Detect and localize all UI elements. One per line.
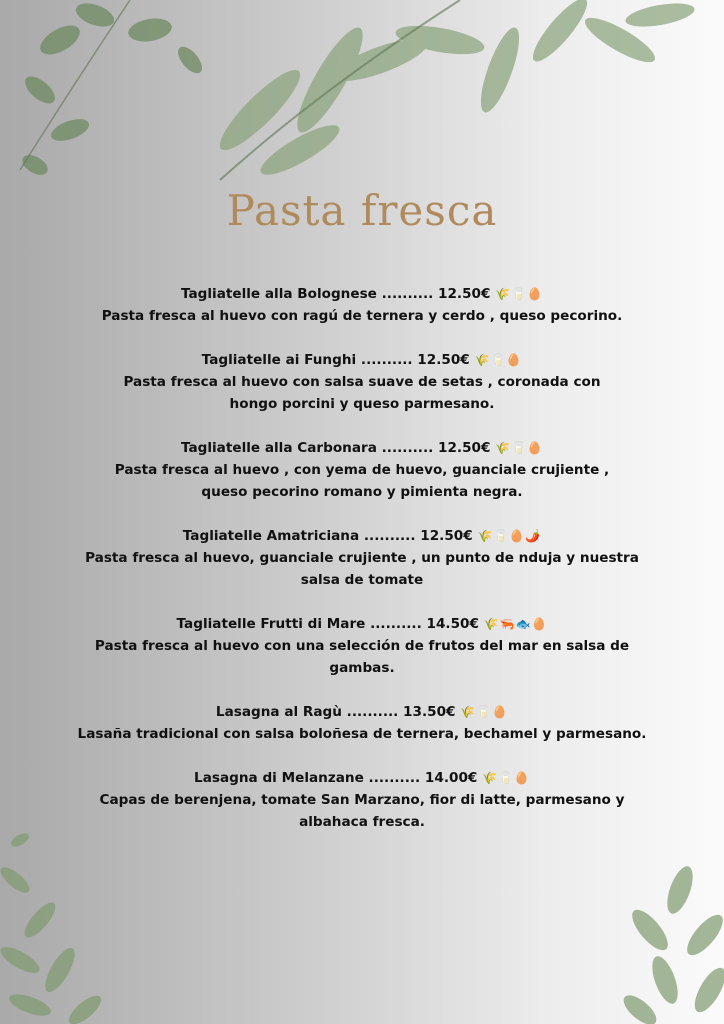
dish-name: Tagliatelle ai Funghi xyxy=(201,352,357,368)
menu-item xyxy=(50,437,674,503)
dish-name: Tagliatelle alla Bolognese xyxy=(180,286,377,302)
dish-dots: .......... xyxy=(370,616,422,632)
leaves-decoration-top xyxy=(0,0,724,200)
dish-price: 14.00€ xyxy=(424,770,478,786)
dish-dots: .......... xyxy=(381,286,434,302)
dish-description: Pasta fresca al huevo con ragú de ternera y cerdo , queso pecorino. xyxy=(101,308,623,324)
dish-dots: .......... xyxy=(346,704,399,720)
dish-dots: .......... xyxy=(363,528,416,544)
allergen-icons: 🌾🥛🥚 xyxy=(482,771,530,785)
dish-description: Pasta fresca al huevo con una selección de frutos del mar en salsa de gambas. xyxy=(94,638,630,676)
dish-description: Pasta fresca al huevo, guanciale crujiente , un punto de nduja y nuestra salsa de tomate xyxy=(85,550,639,588)
menu-item xyxy=(50,525,674,591)
page-title: Pasta fresca xyxy=(226,186,498,235)
dish-name: Tagliatelle Amatriciana xyxy=(182,528,360,544)
dish-description: Pasta fresca al huevo , con yema de huevo, guanciale crujiente , queso pecorino romano y pimienta negra. xyxy=(114,462,610,500)
menu-list xyxy=(50,283,674,855)
dish-dots: .......... xyxy=(381,440,434,456)
dish-price: 13.50€ xyxy=(403,704,456,720)
dish-price: 12.50€ xyxy=(417,352,470,368)
dish-name: Tagliatelle alla Carbonara xyxy=(180,440,377,456)
dish-dots: .......... xyxy=(368,770,421,786)
dish-name: Tagliatelle Frutti di Mare xyxy=(176,616,366,632)
dish-price: 12.50€ xyxy=(438,440,491,456)
menu-item xyxy=(50,613,674,679)
dish-name: Lasagna di Melanzane xyxy=(194,770,364,786)
dish-description: Pasta fresca al huevo con salsa suave de setas , coronada con hongo porcini y queso parmesano. xyxy=(123,374,601,412)
allergen-icons: 🌾🦐🐟🥚 xyxy=(483,617,548,631)
dish-dots: .......... xyxy=(360,352,413,368)
allergen-icons: 🌾🥛🥚🌶️ xyxy=(477,529,542,543)
dish-description: Lasaña tradicional con salsa boloñesa de ternera, bechamel y parmesano. xyxy=(77,726,647,742)
allergen-icons: 🌾🥛🥚 xyxy=(460,705,509,719)
menu-item xyxy=(50,767,674,833)
dish-description: Capas de berenjena, tomate San Marzano, fior di latte, parmesano y albahaca fresca. xyxy=(99,792,625,830)
dish-price: 14.50€ xyxy=(426,616,479,632)
menu-item xyxy=(50,283,674,327)
menu-item xyxy=(50,349,674,415)
dish-price: 12.50€ xyxy=(438,286,491,302)
leaves-decoration-bottom-right xyxy=(620,860,724,1024)
menu-item xyxy=(50,701,674,745)
dish-price: 12.50€ xyxy=(420,528,473,544)
dish-name: Lasagna al Ragù xyxy=(215,704,342,720)
allergen-icons: 🌾🥛🥚 xyxy=(495,287,544,301)
allergen-icons: 🌾🥛🥚 xyxy=(495,441,544,455)
allergen-icons: 🌾🥛🥚 xyxy=(474,353,523,367)
